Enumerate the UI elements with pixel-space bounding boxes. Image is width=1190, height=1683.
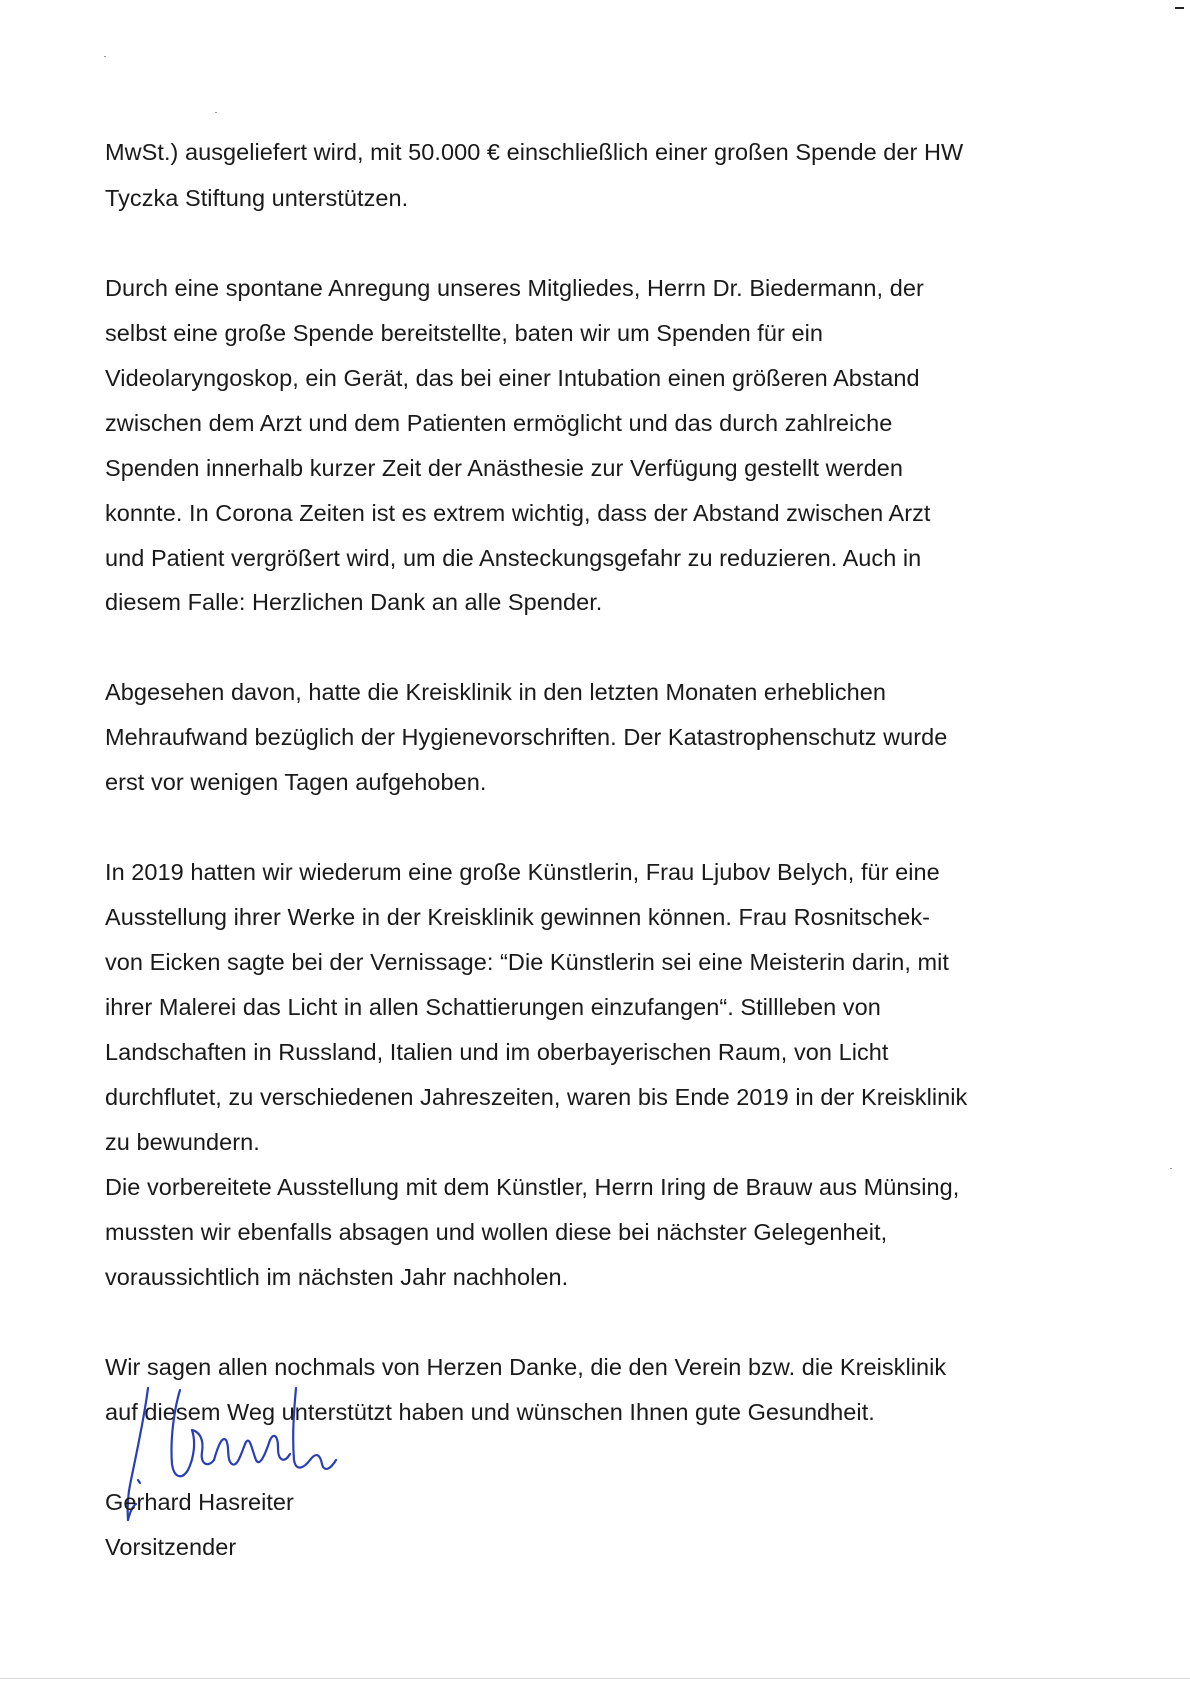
body-text-line: selbst eine große Spende bereitstellte, baten wir um Spenden für ein bbox=[105, 320, 823, 346]
body-text-line: zu bewundern. bbox=[105, 1129, 260, 1155]
body-text-line: MwSt.) ausgeliefert wird, mit 50.000 € einschließlich einer großen Spende der HW bbox=[105, 139, 964, 165]
signatory-name: Gerhard Hasreiter bbox=[105, 1489, 294, 1515]
body-text-line: diesem Falle: Herzlichen Dank an alle Spender. bbox=[105, 589, 603, 615]
signatory-role: Vorsitzender bbox=[105, 1534, 237, 1560]
body-text-line: Die vorbereitete Ausstellung mit dem Künstler, Herrn Iring de Brauw aus Münsing, bbox=[105, 1174, 960, 1200]
body-text-line: von Eicken sagte bei der Vernissage: “Die Künstlerin sei eine Meisterin darin, mit bbox=[105, 949, 949, 975]
body-text-line: Videolaryngoskop, ein Gerät, das bei einer Intubation einen größeren Abstand bbox=[105, 365, 920, 391]
body-text-line: Tyczka Stiftung unterstützen. bbox=[105, 185, 409, 211]
body-text-line: Mehraufwand bezüglich der Hygienevorschriften. Der Katastrophenschutz wurde bbox=[105, 724, 948, 750]
body-text-line: voraussichtlich im nächsten Jahr nachholen. bbox=[105, 1264, 569, 1290]
scan-speck bbox=[1170, 1168, 1172, 1169]
body-text-line: Wir sagen allen nochmals von Herzen Danke, die den Verein bzw. die Kreisklinik bbox=[105, 1354, 947, 1380]
body-text-line: durchflutet, zu verschiedenen Jahreszeiten, waren bis Ende 2019 in der Kreisklinik bbox=[105, 1084, 968, 1110]
scan-speck bbox=[104, 56, 106, 57]
body-text-line: auf diesem Weg unterstützt haben und wünschen Ihnen gute Gesundheit. bbox=[105, 1399, 875, 1425]
corner-scan-mark bbox=[1175, 7, 1184, 9]
body-text-line: Spenden innerhalb kurzer Zeit der Anästhesie zur Verfügung gestellt werden bbox=[105, 455, 903, 481]
body-text-line: Landschaften in Russland, Italien und im oberbayerischen Raum, von Licht bbox=[105, 1039, 889, 1065]
body-text-line: mussten wir ebenfalls absagen und wollen diese bei nächster Gelegenheit, bbox=[105, 1219, 888, 1245]
scan-speck bbox=[215, 112, 217, 113]
body-text-line: In 2019 hatten wir wiederum eine große Künstlerin, Frau Ljubov Belych, für eine bbox=[105, 859, 940, 885]
body-text-line: Durch eine spontane Anregung unseres Mitgliedes, Herrn Dr. Biedermann, der bbox=[105, 275, 924, 301]
body-text-line: ihrer Malerei das Licht in allen Schattierungen einzufangen“. Stillleben von bbox=[105, 994, 881, 1020]
scan-bottom-edge bbox=[0, 1678, 1190, 1679]
body-text-line: konnte. In Corona Zeiten ist es extrem wichtig, dass der Abstand zwischen Arzt bbox=[105, 500, 931, 526]
body-text-line: erst vor wenigen Tagen aufgehoben. bbox=[105, 769, 487, 795]
body-text-line: Abgesehen davon, hatte die Kreisklinik in den letzten Monaten erheblichen bbox=[105, 679, 886, 705]
body-text-line: und Patient vergrößert wird, um die Ansteckungsgefahr zu reduzieren. Auch in bbox=[105, 545, 922, 571]
body-text-line: zwischen dem Arzt und dem Patienten ermöglicht und das durch zahlreiche bbox=[105, 410, 893, 436]
body-text-line: Ausstellung ihrer Werke in der Kreisklinik gewinnen können. Frau Rosnitschek- bbox=[105, 904, 930, 930]
